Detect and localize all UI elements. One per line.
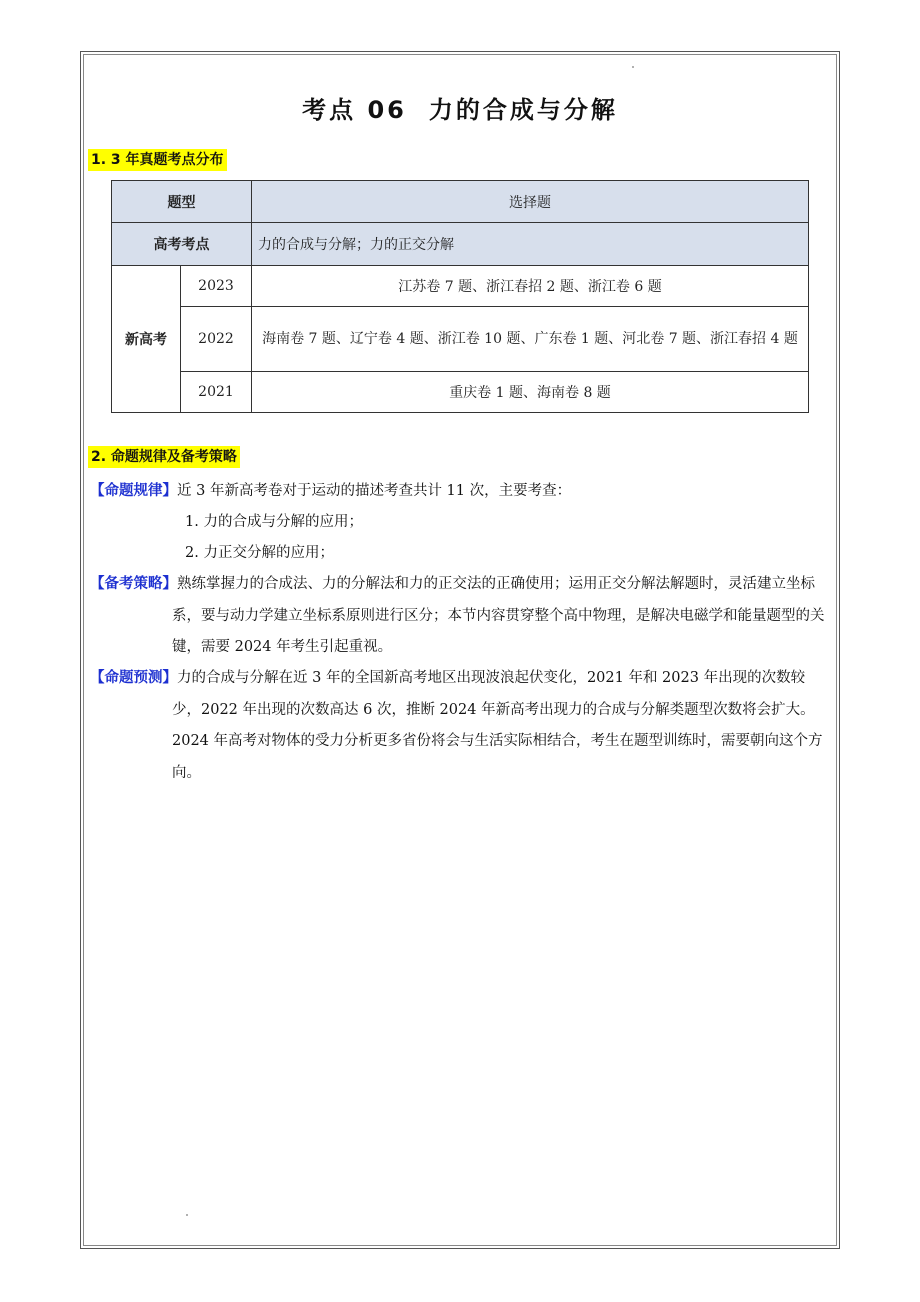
table-row-type	[112, 181, 809, 223]
list-item: 2. 力正交分解的应用；	[185, 545, 334, 561]
scan-dot	[186, 1214, 188, 1216]
page-title	[0, 90, 920, 125]
year-content-cell: 重庆卷 1 题、海南卷 8 题	[252, 372, 809, 413]
prediction-text: 力的合成与分解在近 3 年的全国新高考地区出现波浪起伏变化，2021 年和 2023 年出现的次数较少，2022 年出现的次数高达 6 次，推断 2024 年新高考出现力的合成与分解类题型次数将会扩大。2024 年高考对物体的受力分析更多省份将会与生活实际相结合，考生在题型训练时，需要朝向这个方向。	[172, 670, 823, 781]
prediction-tag: 【命题预测】	[90, 670, 177, 686]
group-label-new-exam: 新高考	[112, 266, 181, 413]
table-row-year	[112, 372, 809, 413]
strategy-paragraph	[90, 569, 832, 664]
rules-tag: 【命题规律】	[90, 483, 177, 499]
row-label-type: 题型	[112, 181, 252, 223]
title-topic-number: 考点 06	[302, 96, 407, 124]
scan-dot	[632, 66, 634, 68]
row-label-points: 高考考点	[112, 223, 252, 266]
year-cell: 2022	[181, 307, 252, 372]
year-content-cell: 海南卷 7 题、辽宁卷 4 题、浙江卷 10 题、广东卷 1 题、河北卷 7 题、浙江春招 4 题	[252, 307, 809, 372]
strategy-text: 熟练掌握力的合成法、力的分解法和力的正交法的正确使用；运用正交分解法解题时，灵活建立坐标系，要与动力学建立坐标系原则进行区分；本节内容贯穿整个高中物理，是解决电磁学和能量题型的关键，需要 2024 年考生引起重视。	[172, 576, 825, 655]
rules-text: 近 3 年新高考卷对于运动的描述考查共计 11 次，主要考查：	[177, 483, 572, 499]
section-heading-strategy: 2. 命题规律及备考策略	[88, 446, 240, 468]
section-heading-distribution: 1. 3 年真题考点分布	[88, 149, 227, 171]
table-row-points	[112, 223, 809, 266]
title-topic-name: 力的合成与分解	[428, 96, 618, 124]
rules-paragraph	[90, 476, 835, 508]
prediction-paragraph	[90, 663, 832, 789]
strategy-tag: 【备考策略】	[90, 576, 177, 592]
row-value-points: 力的合成与分解；力的正交分解	[252, 223, 809, 266]
table-row-year	[112, 266, 809, 307]
table-row-year	[112, 307, 809, 372]
exam-distribution-table	[111, 180, 809, 413]
year-content-cell: 江苏卷 7 题、浙江春招 2 题、浙江卷 6 题	[252, 266, 809, 307]
row-value-type: 选择题	[252, 181, 809, 223]
list-item: 1. 力的合成与分解的应用；	[185, 514, 363, 530]
year-cell: 2023	[181, 266, 252, 307]
year-cell: 2021	[181, 372, 252, 413]
